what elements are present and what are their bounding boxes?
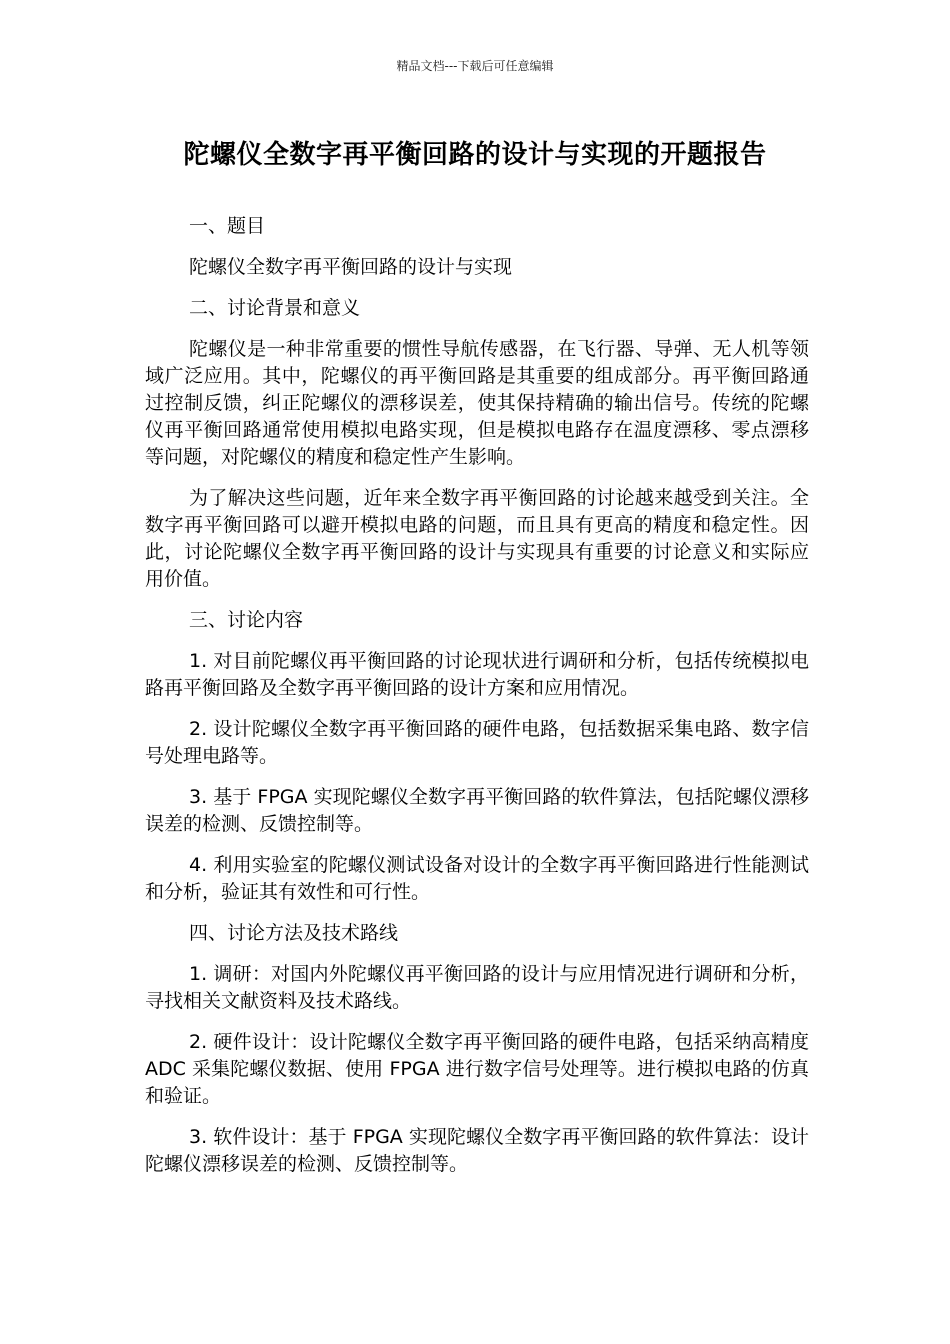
background-paragraph: 为了解决这些问题，近年来全数字再平衡回路的讨论越来越受到关注。全数字再平衡回路可以避开模拟电路的问题，而且具有更高的精度和稳定性。因此，讨论陀螺仪全数字再平衡回路的设计与实现具有重要的讨论意义和实际应用价值。 [145,487,809,590]
content-item: 1. 对目前陀螺仪再平衡回路的讨论现状进行调研和分析，包括传统模拟电路再平衡回路及全数字再平衡回路的设计方案和应用情况。 [145,650,809,699]
method-item: 2. 硬件设计：设计陀螺仪全数字再平衡回路的硬件电路，包括采纳高精度 ADC 采集陀螺仪数据、使用 FPGA 进行数字信号处理等。进行模拟电路的仿真和验证。 [145,1031,809,1107]
page-header: 精品文档---下载后可任意编辑 [396,59,554,73]
document-title: 陀螺仪全数字再平衡回路的设计与实现的开题报告 [183,140,767,170]
document-body [145,213,809,1192]
section-heading-content: 三、讨论内容 [189,609,304,631]
method-item: 3. 软件设计：基于 FPGA 实现陀螺仪全数字再平衡回路的软件算法：设计陀螺仪漂移误差的检测、反馈控制等。 [145,1126,809,1175]
content-item: 4. 利用实验室的陀螺仪测试设备对设计的全数字再平衡回路进行性能测试和分析，验证其有效性和可行性。 [145,854,809,903]
content-item: 3. 基于 FPGA 实现陀螺仪全数字再平衡回路的软件算法，包括陀螺仪漂移误差的检测、反馈控制等。 [145,786,809,835]
section-heading-methods: 四、讨论方法及技术路线 [189,922,399,944]
topic-text: 陀螺仪全数字再平衡回路的设计与实现 [189,256,513,278]
section-heading-background: 二、讨论背景和意义 [189,297,361,319]
section-heading-topic: 一、题目 [189,215,266,237]
method-item: 1. 调研：对国内外陀螺仪再平衡回路的设计与应用情况进行调研和分析，寻找相关文献资料及技术路线。 [145,963,809,1012]
content-item: 2. 设计陀螺仪全数字再平衡回路的硬件电路，包括数据采集电路、数字信号处理电路等。 [145,718,809,767]
background-paragraph: 陀螺仪是一种非常重要的惯性导航传感器，在飞行器、导弹、无人机等领域广泛应用。其中，陀螺仪的再平衡回路是其重要的组成部分。再平衡回路通过控制反馈，纠正陀螺仪的漂移误差，使其保持精确的输出信号。传统的陀螺仪再平衡回路通常使用模拟电路实现，但是模拟电路存在温度漂移、零点漂移等问题，对陀螺仪的精度和稳定性产生影响。 [145,338,809,468]
